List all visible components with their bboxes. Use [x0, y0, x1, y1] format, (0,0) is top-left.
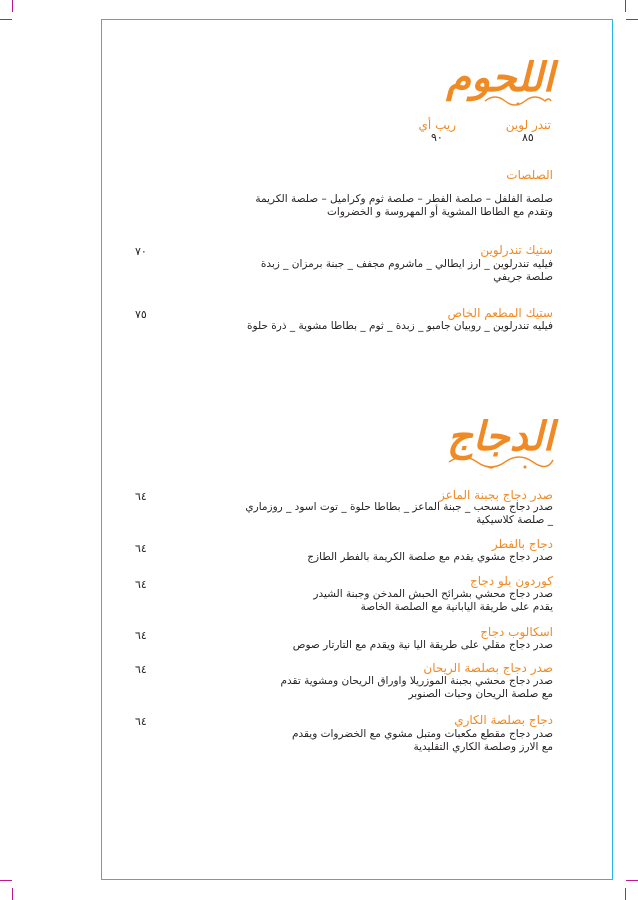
crop-mark: [12, 0, 13, 12]
crop-mark: [626, 880, 638, 881]
menu-item-desc: فيليه تندرلوين _ روبيان جامبو _ زبدة _ ثوم _ بطاطا مشوية _ ذرة حلوة: [247, 320, 553, 332]
crop-mark: [12, 888, 13, 900]
crop-mark: [625, 888, 626, 900]
sauces-line: صلصة الفلفل – صلصة الفطر – صلصة ثوم وكراميل – صلصة الكريمة: [255, 193, 553, 205]
chicken-heading: الدجاج: [446, 413, 554, 460]
option-label: ريب أي: [418, 118, 456, 132]
sauces-title: الصلصات: [506, 168, 553, 182]
menu-item-title: ستيك تندرلوين: [480, 243, 553, 257]
decorative-flourish-icon: [483, 92, 553, 111]
option-label: تندر لوين: [505, 118, 551, 132]
option-price: ٩٠: [431, 131, 443, 144]
menu-item-price: ٧٥: [135, 308, 147, 321]
decorative-flourish-icon: [447, 452, 555, 474]
menu-item-desc: صدر دجاج مقطع مكعبات ومتبل مشوي مع الخضروات ويقدم: [291, 728, 553, 740]
menu-item-desc: فيليه تندرلوين _ ارز ايطالي _ ماشروم مجفف _ جبنة برمزان _ زبدة: [260, 258, 553, 270]
menu-item-desc: _ صلصة كلاسيكية: [476, 514, 553, 526]
menu-item-title: كوردون بلو دجاج: [470, 574, 553, 588]
menu-item-price: ٦٤: [135, 490, 147, 503]
menu-item-title: ستيك المطعم الخاص: [447, 306, 553, 320]
option-price: ٨٥: [522, 131, 534, 144]
menu-item-title: اسكالوب دجاج: [480, 625, 553, 639]
menu-item-title: دجاج بالفطر: [491, 537, 553, 551]
crop-mark: [0, 19, 12, 20]
menu-item-desc: صدر دجاج محشي بجبنة الموزريلا واوراق الريحان ومشوية تقدم: [280, 675, 553, 687]
menu-item-desc: صلصة جريفي: [493, 271, 553, 283]
menu-item-desc: مع صلصة الريحان وحبات الصنوبر: [408, 688, 553, 700]
menu-item-price: ٦٤: [135, 578, 147, 591]
menu-item-desc: صدر دجاج محشي بشرائح الحبش المدخن وجبنة الشيدر: [313, 588, 553, 600]
sauces-line: وتقدم مع الطاطا المشوية أو المهروسة و الخضروات: [327, 206, 553, 218]
menu-item-title: صدر دجاج بصلصة الريحان: [423, 661, 553, 675]
menu-item-title: صدر دجاج بجبنة الماعز: [438, 488, 553, 502]
meat-heading: اللحوم: [446, 54, 554, 101]
menu-item-desc: يقدم على طريقة اليابانية مع الصلصة الخاصة: [360, 601, 553, 613]
crop-mark: [625, 0, 626, 12]
menu-item-price: ٦٤: [135, 715, 147, 728]
menu-item-desc: صدر دجاج مسحب _ جبنة الماعز _ بطاطا حلوة _ توت اسود _ روزماري: [245, 501, 553, 513]
menu-item-desc: صدر دجاج مشوي يقدم مع صلصة الكريمة بالفطر الطازج: [307, 551, 553, 563]
crop-mark: [626, 19, 638, 20]
crop-mark: [0, 880, 12, 881]
menu-item-price: ٦٤: [135, 663, 147, 676]
menu-item-price: ٦٤: [135, 542, 147, 555]
menu-item-title: دجاج بصلصة الكاري: [454, 713, 553, 727]
menu-item-desc: مع الارز وصلصة الكاري التقليدية: [413, 741, 553, 753]
menu-item-price: ٦٤: [135, 629, 147, 642]
menu-item-price: ٧٠: [135, 245, 147, 258]
menu-item-desc: صدر دجاج مقلي على طريقة اليا نية ويقدم مع التارتار صوص: [292, 639, 553, 651]
